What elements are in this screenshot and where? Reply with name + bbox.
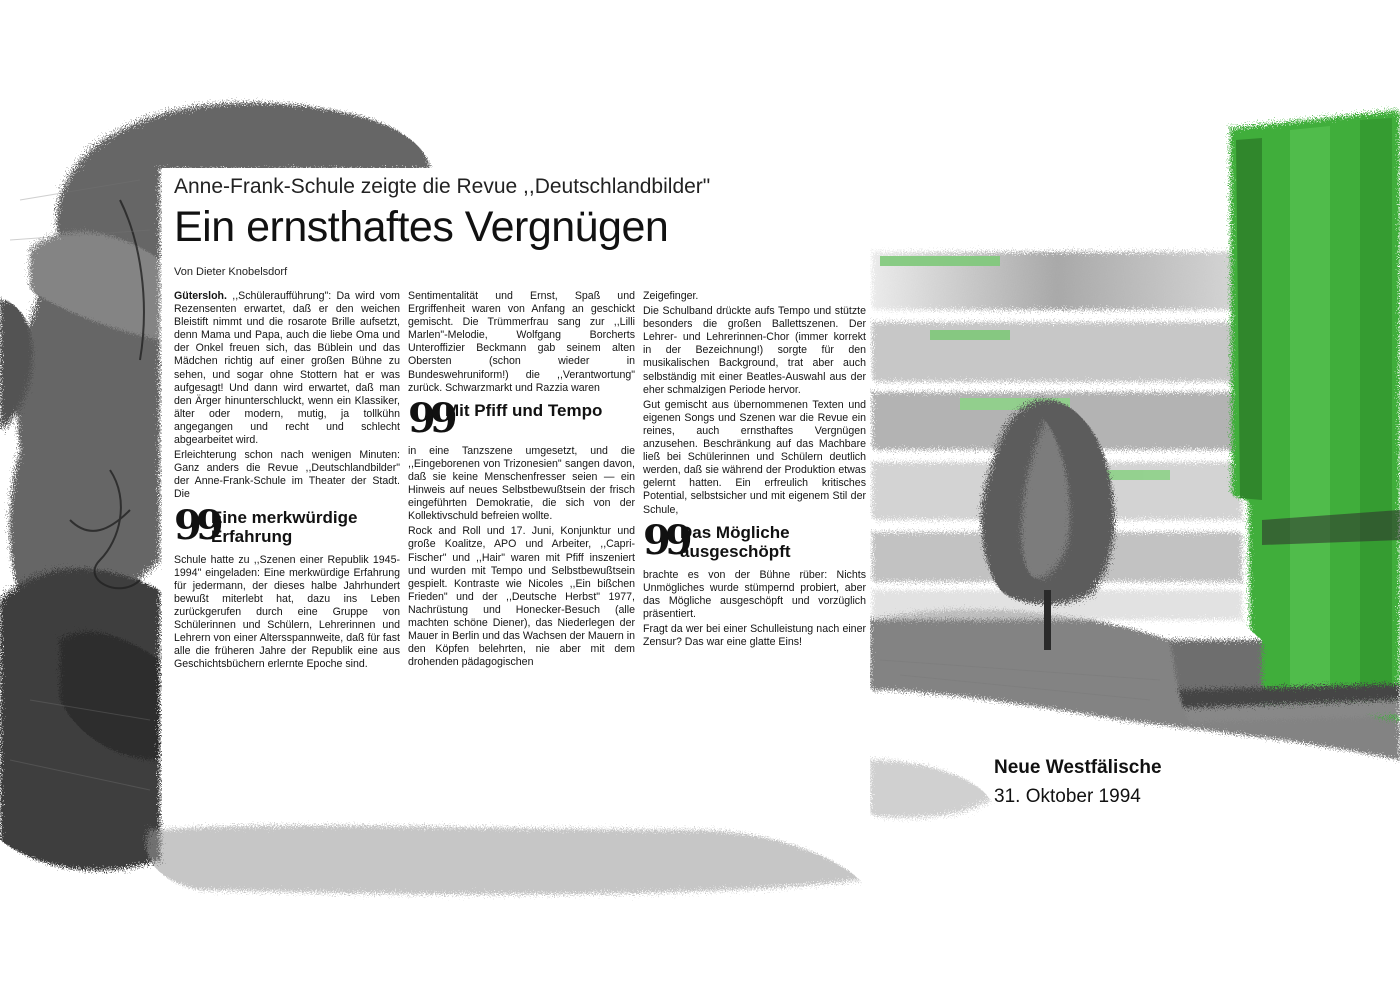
source-date: 31. Oktober 1994 <box>994 786 1141 807</box>
paragraph: Rock and Roll und 17. Juni, Konjunktur und große Koalitze, APO und Arbeiter, ,,Capri-Fischer" und ,,Hair" waren mit Pfiff inszeniert und wurden mit Tempo und Selbstbewußtsein gespielt. Kontraste wie Nicoles ,,Ein bißchen Frieden" und der ,,Deutsche Herbst" 1977, Nachrüstung und Honecker-Besuch (alle machten schöne Diener), das Niederlegen der Mauer in Berlin und das Wachsen der Mauern in den Köpfen belehrten, nie aber mit dem drohenden pädagogischen <box>408 525 635 669</box>
source-caption <box>994 756 1162 810</box>
subheading <box>174 501 400 549</box>
paragraph: Fragt da wer bei einer Schulleistung nach einer Zensur? Das war eine glatte Eins! <box>643 622 866 649</box>
article-headline: Ein ernsthaftes Vergnügen <box>174 203 669 251</box>
newspaper-clipping <box>162 168 870 820</box>
paragraph <box>174 290 400 447</box>
paragraph: Gut gemischt aus übernommenen Texten und eigenen Songs und Szenen war die Revue ein reines, auch ernsthaftes Vergnügen anzusehen. Beschränkung auf das Machbare ließ bei Schülerinnen und Schülern deutlich werden, daß sie während der Produktion etwas gelernt hatten. Ein erfreulich kritisches Potential, selbstsicher und mit eigenem Stil der Schule, <box>643 398 866 516</box>
paragraph: Schule hatte zu ,,Szenen einer Republik 1945-1994" eingeladen: Eine merkwürdige Erfahrung für jedermann, der dieses halbe Jahrhundert bewußt miterlebt hat, dazu ins Leben zurückgerufen durch eine Gruppe von Schülerinnen und Schülern, Lehrerinnen und Lehrern von einer Altersspannweite, daß für fast alle die früheren Jahre der Republik eine aus Geschichtsbüchern erlernte Epoche sind. <box>174 553 400 671</box>
dateline: Gütersloh. <box>174 290 227 302</box>
paragraph-text: ,,Schüleraufführung": Da wird vom Rezensenten erwartet, daß er den weichen Bleistift nimmt und die rosarote Brille aufsetzt, denn Mama und Papa, auch die liebe Oma und der Onkel freuen sich, das Büblein und das Mädchen richtig auf einer großen Bühne zu sehen, und sogar ohne Stottern hat er was aufgesagt! Und dann wird erwartet, daß man den Ärger hinunterschluckt, wenn ein Klassiker, älter oder modern, mutig, ja tollkühn angegangen und recht und schlecht abgearbeitet wird. <box>174 290 400 447</box>
paragraph: Sentimentalität und Ernst, Spaß und Ergriffenheit waren von Anfang an geschickt gemischt. Die Trümmerfrau sang zur ,,Lilli Marlen"-Melodie, Wolfgang Borcherts Unteroffizier Beckmann gab seinem alten Obersten (schon wieder in Bundeswehruniform!) die ,,Verantwortung" zurück. Schwarzmarkt und Razzia waren <box>408 290 635 394</box>
subheading-text: Eine merkwürdige Erfahrung <box>211 507 358 546</box>
article-column-1 <box>174 290 400 671</box>
subheading-text: Das Mögliche ausgeschöpft <box>680 522 791 561</box>
paragraph: Erleichterung schon nach wenigen Minuten: Ganz anders die Revue ,,Deutschlandbilder" der Anne-Frank-Schule im Theater der Stadt. Die <box>174 449 400 501</box>
article-kicker: Anne-Frank-Schule zeigte die Revue ,,Deutschlandbilder" <box>174 175 711 198</box>
building-steps <box>1180 684 1400 722</box>
quote-mark-icon: 99 <box>643 516 687 564</box>
paragraph: in eine Tanzszene umgesetzt, und die ,,Eingeborenen von Trizonesien" sangen davon, daß sie keine Menschenfresser seien — ein Hinweis auf neues Selbstbewußtsein der frisch eingeführten Demokratie, die sich von der Kollektivschuld befreien wollte. <box>408 444 635 523</box>
quote-mark-icon: 99 <box>174 501 218 549</box>
source-name: Neue Westfälische <box>994 757 1162 778</box>
paragraph: Die Schulband drückte aufs Tempo und stützte besonders die großen Ballettszenen. Der Lehrer- und Lehrerinnen-Chor (immer korrekt in der Bezeichnung!) sorgte für den musikalischen Background, trat aber auch selbständig mit einer Beatles-Auswahl aus der eher schmalzigen Periode hervor. <box>643 305 866 396</box>
subheading-text: Mit Pfiff und Tempo <box>445 400 603 420</box>
green-building-tower <box>1230 110 1400 720</box>
article-column-2 <box>408 290 635 671</box>
subheading <box>408 394 635 442</box>
paragraph: Zeigefinger. <box>643 290 699 302</box>
article-column-3 <box>643 290 866 671</box>
paragraph: brachte es von der Bühne rüber: Nichts Unmögliches wurde stümpernd probiert, aber das Mögliche ausgeschöpft und vorzüglich präsentiert. <box>643 568 866 620</box>
article-columns <box>174 290 864 671</box>
article-byline: Von Dieter Knobelsdorf <box>174 266 288 278</box>
subheading <box>643 516 866 564</box>
quote-mark-icon: 99 <box>408 394 452 442</box>
